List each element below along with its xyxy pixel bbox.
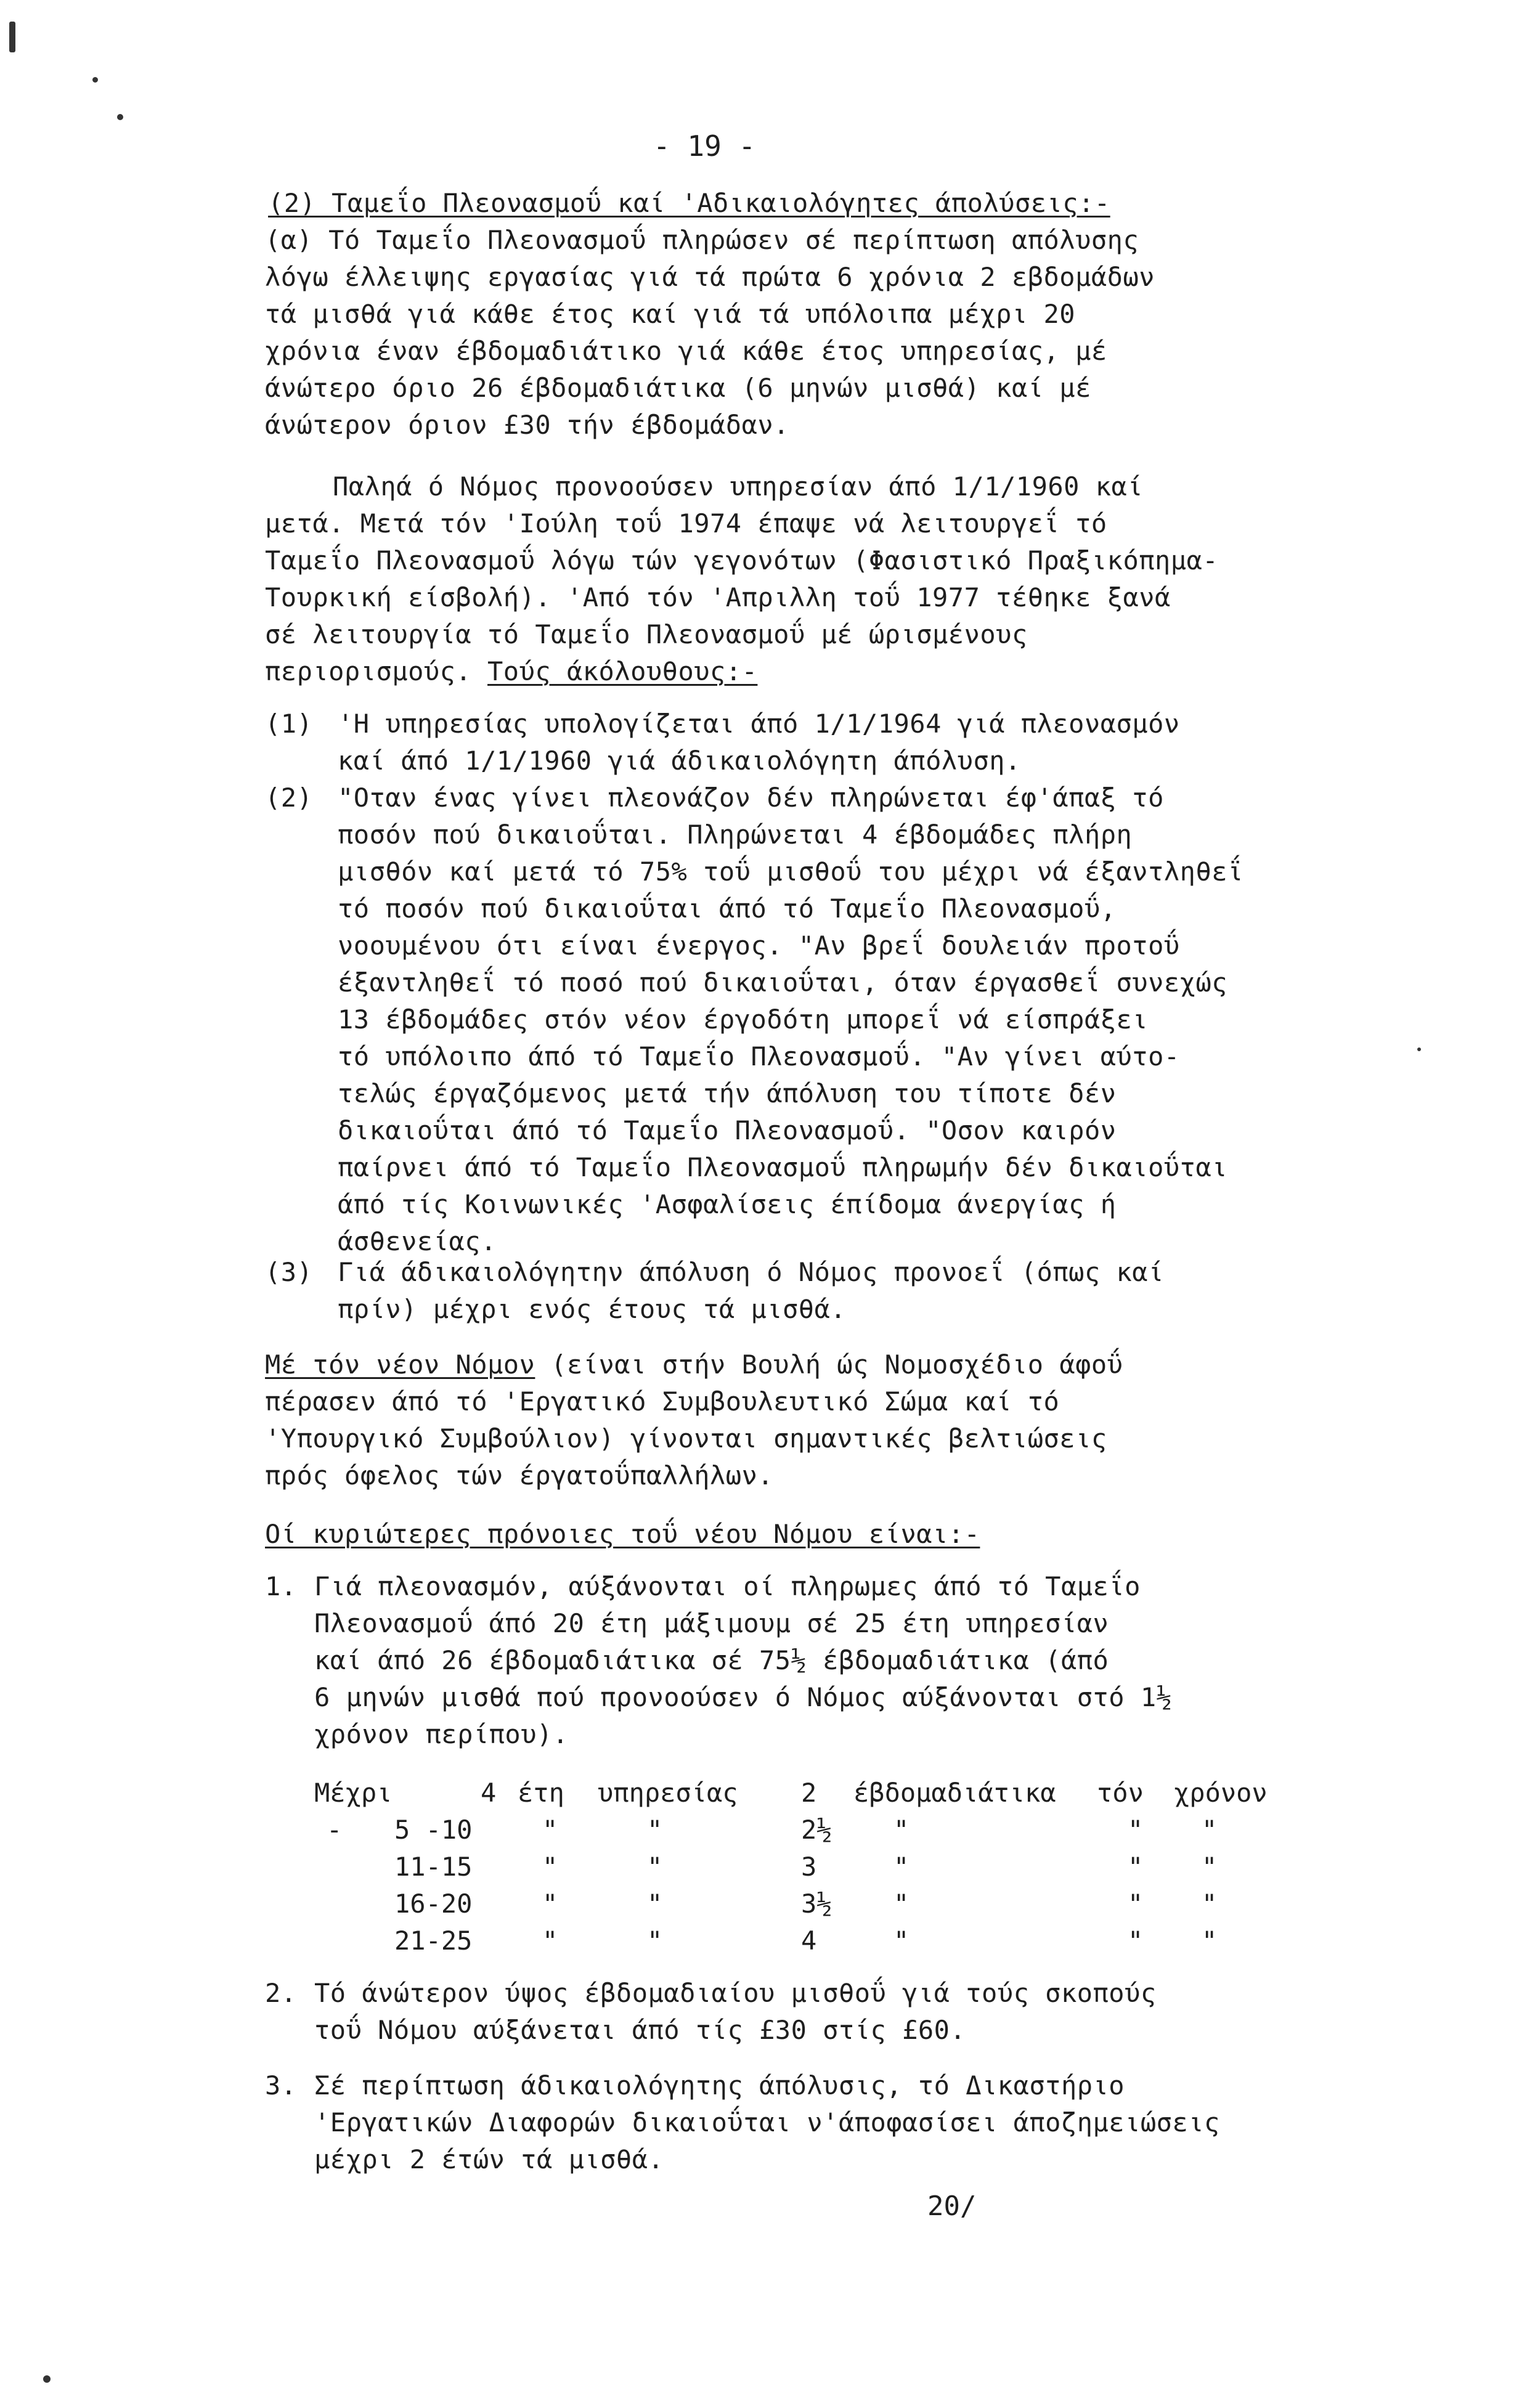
- table-cell: 11-15: [394, 1852, 473, 1882]
- table-cell: ": [893, 1815, 910, 1845]
- list-number: (2): [265, 783, 313, 813]
- text-line: "Οταν ένας γίνει πλεονάζον δέν πληρώνεται έφ'άπαξ τό: [338, 783, 1164, 813]
- table-cell: ": [542, 1889, 558, 1919]
- scan-speck: [117, 114, 123, 120]
- text-line: λόγω έλλειψης εργασίας γιά τά πρώτα 6 χρόνια 2 εβδομάδων: [265, 262, 1155, 292]
- text-line: έξαντληθεΐ τό ποσό πού δικαιοΰται, όταν έργασθεΐ συνεχώς: [338, 967, 1228, 998]
- table-cell: ": [1128, 1815, 1144, 1845]
- text-line: μισθόν καί μετά τό 75% τοΰ μισθοΰ του μέχρι νά έξαντληθεΐ: [338, 856, 1243, 887]
- text-line: άνώτερο όριο 26 έβδομαδιάτικα (6 μηνών μισθά) καί μέ: [265, 373, 1091, 403]
- table-cell: -: [327, 1815, 343, 1845]
- list-number: 3.: [265, 2070, 297, 2101]
- text-line: Σέ περίπτωση άδικαιολόγητης άπόλυσις, τό Δικαστήριο: [314, 2070, 1125, 2101]
- header-cell: 2: [801, 1778, 817, 1808]
- page-number: - 19 -: [653, 129, 756, 163]
- table-cell: ": [542, 1815, 558, 1845]
- scan-speck: [9, 22, 15, 52]
- text-line: πρός όφελος τών έργατοΰπαλλήλων.: [265, 1460, 774, 1491]
- list-number: (3): [265, 1257, 313, 1287]
- table-cell: ": [893, 1926, 910, 1956]
- text-line: Πλεονασμοΰ άπό 20 έτη μάξιμουμ σέ 25 έτη υπηρεσίαν: [314, 1608, 1109, 1638]
- text-line: 'Εργατικών Διαφορών δικαιοΰται ν'άποφασίσει άποζημειώσεις: [314, 2107, 1220, 2138]
- text-line: 'Η υπηρεσίας υπολογίζεται άπό 1/1/1964 γιά πλεονασμόν: [338, 709, 1180, 739]
- text-line: Τουρκική είσβολή). 'Από τόν 'Απριλλη τοΰ 1977 τέθηκε ξανά: [265, 582, 1171, 612]
- continuation-marker: 20/: [927, 2190, 977, 2222]
- list-number: 1.: [265, 1571, 297, 1601]
- table-cell: 21-25: [394, 1926, 473, 1956]
- table-cell: ": [1202, 1852, 1218, 1882]
- text-line: 6 μηνών μισθά πού προνοούσεν ό Νόμος αύξάνονται στό 1½: [314, 1682, 1173, 1712]
- text-line: χρόνον περίπου).: [314, 1719, 569, 1749]
- text-line: τό ποσόν πού δικαιοΰται άπό τό Ταμεΐο Πλεονασμοΰ,: [338, 893, 1117, 924]
- text-line: σέ λειτουργία τό Ταμεΐο Πλεονασμοΰ μέ ώρισμένους: [265, 619, 1028, 649]
- scan-speck: [92, 77, 98, 83]
- scan-speck: [43, 2375, 51, 2383]
- text-line: άνώτερον όριον £30 τήν έβδομάδαν.: [265, 410, 789, 440]
- table-cell: ": [542, 1852, 558, 1882]
- table-cell: ": [647, 1852, 663, 1882]
- text-line: χρόνια έναν έβδομαδιάτικο γιά κάθε έτος υπηρεσίας, μέ: [265, 336, 1107, 366]
- table-cell: 5 -10: [394, 1815, 473, 1845]
- text-line: 13 έβδομάδες στόν νέον έργοδότη μπορεΐ νά είσπράξει: [338, 1004, 1149, 1035]
- text-line: 'Υπουργικό Συμβούλιον) γίνονται σημαντικές βελτιώσεις: [265, 1423, 1107, 1454]
- header-cell: έβδομαδιάτικα: [853, 1778, 1056, 1808]
- text-line: [265, 1346, 1123, 1383]
- table-cell: ": [893, 1889, 910, 1919]
- underlined-phrase: Μέ τόν νέον Νόμον: [265, 1349, 535, 1380]
- table-cell: 2½: [801, 1815, 832, 1845]
- table-cell: ": [1128, 1926, 1144, 1956]
- table-cell: ": [542, 1926, 558, 1956]
- text-line: τό υπόλοιπο άπό τό Ταμεΐο Πλεονασμοΰ. "Αν γίνει αύτο-: [338, 1041, 1180, 1072]
- scan-speck: [1417, 1047, 1421, 1051]
- table-cell: 3½: [801, 1889, 832, 1919]
- text-run: περιορισμούς.: [265, 656, 488, 686]
- section-heading: (2) Ταμεΐο Πλεονασμοΰ καί 'Αδικαιολόγητες άπολύσεις:-: [268, 188, 1110, 218]
- text-line: παίρνει άπό τό Ταμεΐο Πλεονασμοΰ πληρωμήν δέν δικαιοΰται: [338, 1152, 1228, 1182]
- table-cell: 3: [801, 1852, 817, 1882]
- text-line: Ταμεΐο Πλεονασμοΰ λόγω τών γεγονότων (Φασιστικό Πραξικόπημα-: [265, 545, 1219, 576]
- text-line: πρίν) μέχρι ενός έτους τά μισθά.: [338, 1294, 847, 1324]
- header-cell: τόν: [1097, 1778, 1144, 1808]
- text-line: νοουμένου ότι είναι ένεργος. "Αν βρεΐ δουλειάν προτοΰ: [338, 930, 1180, 961]
- text-line: καί άπό 26 έβδομαδιάτικα σέ 75½ έβδομαδιάτικα (άπό: [314, 1645, 1109, 1675]
- table-cell: 16-20: [394, 1889, 473, 1919]
- header-cell: χρόνον: [1174, 1778, 1268, 1808]
- text-line: Τό άνώτερον ύψος έβδομαδιαίου μισθοΰ γιά τούς σκοπούς: [314, 1978, 1157, 2008]
- header-cell: Μέχρι: [314, 1778, 393, 1808]
- table-cell: ": [893, 1852, 910, 1882]
- table-cell: ": [1128, 1852, 1144, 1882]
- text-line: Γιά πλεονασμόν, αύξάνονται οί πληρωμες άπό τό Ταμεΐο: [314, 1571, 1141, 1601]
- text-line: δικαιοΰται άπό τό Ταμεΐο Πλεονασμοΰ. "Οσον καιρόν: [338, 1115, 1117, 1145]
- table-cell: ": [1128, 1889, 1144, 1919]
- table-cell: ": [647, 1889, 663, 1919]
- text-line: [265, 653, 757, 690]
- text-line: τά μισθά γιά κάθε έτος καί γιά τά υπόλοιπα μέχρι 20: [265, 299, 1076, 329]
- text-line: άπό τίς Κοινωνικές 'Ασφαλίσεις έπίδομα άνεργίας ή: [338, 1189, 1117, 1219]
- text-run: (είναι στήν Βουλή ώς Νομοσχέδιο άφοΰ: [535, 1349, 1123, 1380]
- underlined-phrase: Τούς άκόλουθους:-: [487, 656, 758, 686]
- text-line: τοΰ Νόμου αύξάνεται άπό τίς £30 στίς £60.: [314, 2015, 966, 2045]
- table-cell: 4: [801, 1926, 817, 1956]
- text-line: άσθενείας.: [338, 1226, 497, 1256]
- header-cell: 4: [481, 1778, 497, 1808]
- text-line: τελώς έργαζόμενος μετά τήν άπόλυση του τίποτε δέν: [338, 1078, 1117, 1108]
- header-cell: υπηρεσίας: [598, 1778, 738, 1808]
- table-cell: ": [1202, 1815, 1218, 1845]
- text-line: καί άπό 1/1/1960 γιά άδικαιολόγητη άπόλυση.: [338, 746, 1021, 776]
- text-line: πέρασεν άπό τό 'Εργατικό Συμβουλευτικό Σώμα καί τό: [265, 1386, 1060, 1417]
- list-number: 2.: [265, 1978, 297, 2008]
- table-cell: ": [1202, 1889, 1218, 1919]
- provisions-heading: Οί κυριώτερες πρόνοιες τοΰ νέου Νόμου είναι:-: [265, 1519, 980, 1549]
- text-line: μέχρι 2 έτών τά μισθά.: [314, 2144, 664, 2174]
- header-cell: έτη: [518, 1778, 564, 1808]
- table-cell: ": [647, 1926, 663, 1956]
- table-cell: ": [647, 1815, 663, 1845]
- text-line: (α) Τό Ταμεΐο Πλεονασμοΰ πληρώσεν σέ περίπτωση απόλυσης: [265, 225, 1139, 255]
- text-line: Παληά ό Νόμος προνοούσεν υπηρεσίαν άπό 1/1/1960 καί: [333, 471, 1144, 502]
- text-line: μετά. Μετά τόν 'Ιούλη τοΰ 1974 έπαψε νά λειτουργεΐ τό: [265, 508, 1107, 539]
- table-cell: ": [1202, 1926, 1218, 1956]
- text-line: ποσόν πού δικαιοΰται. Πληρώνεται 4 έβδομάδες πλήρη: [338, 820, 1133, 850]
- list-number: (1): [265, 709, 313, 739]
- text-line: Γιά άδικαιολόγητην άπόλυση ό Νόμος προνοεΐ (όπως καί: [338, 1257, 1164, 1287]
